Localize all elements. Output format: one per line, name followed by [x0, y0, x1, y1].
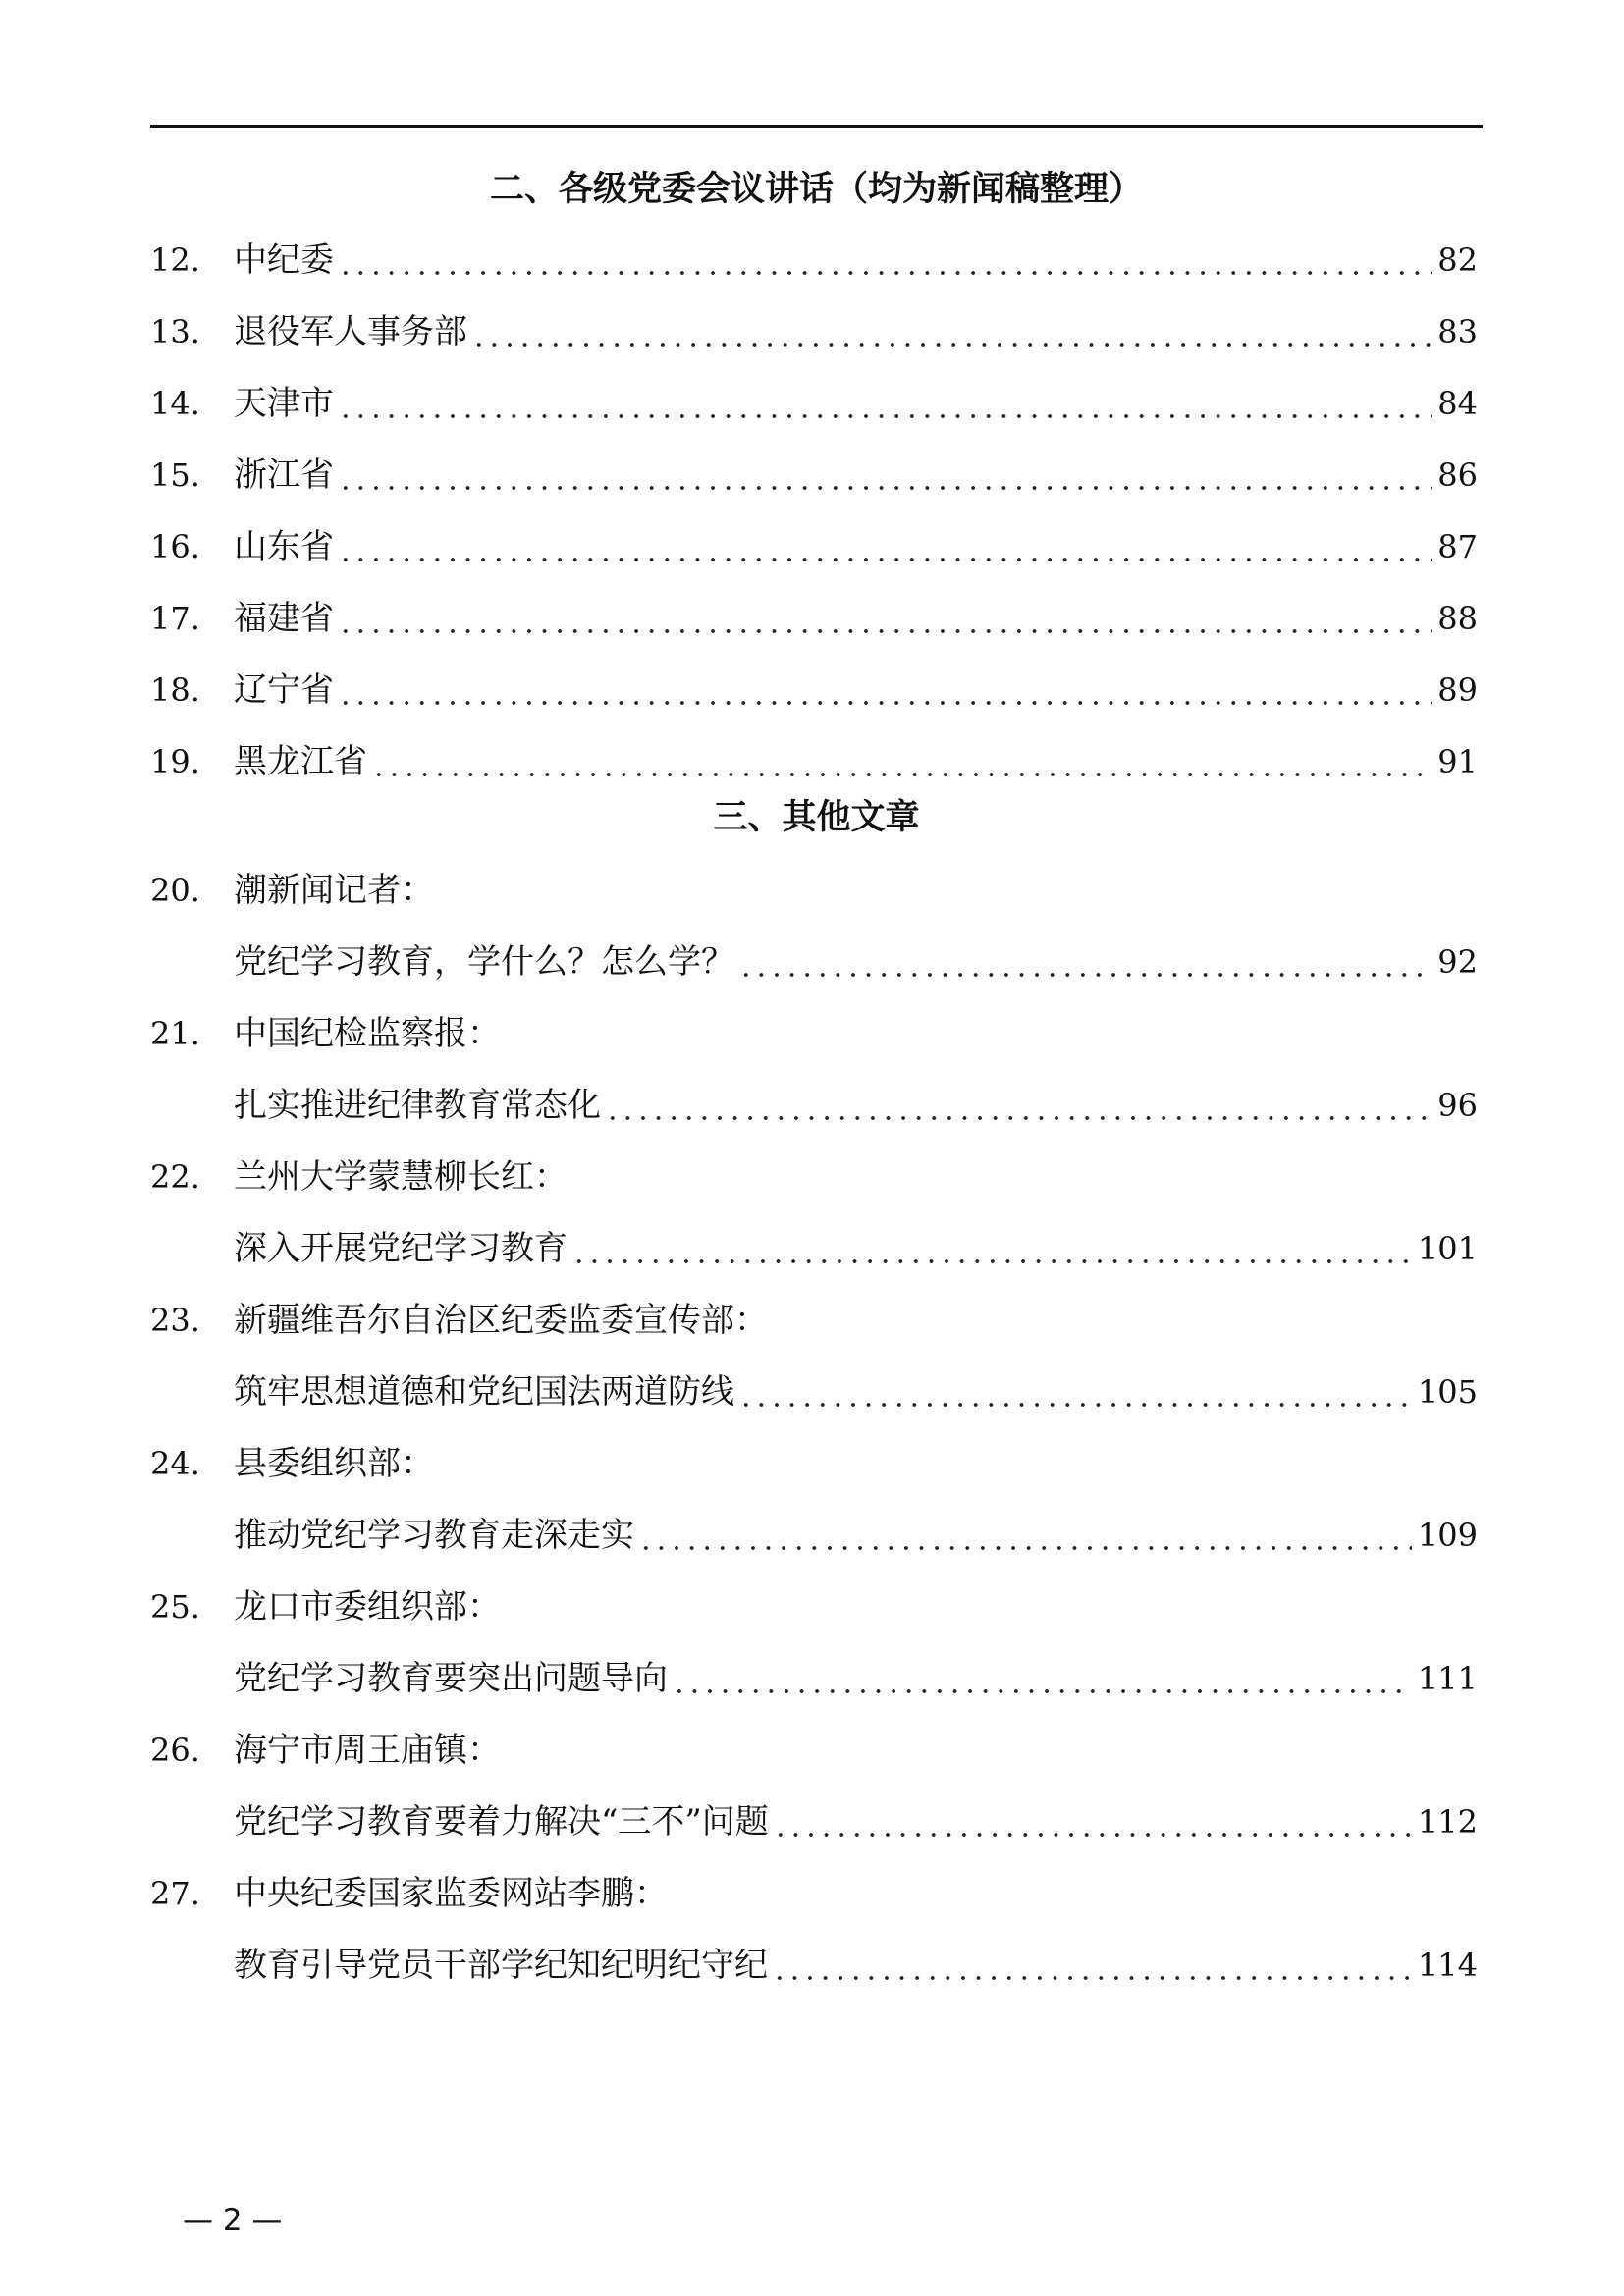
- toc-entry[interactable]: [150, 451, 1478, 500]
- entry-author: 海宁市周王庙镇：: [234, 1731, 501, 1770]
- entry-title: 退役军人事务部: [234, 312, 467, 351]
- dot-leader: [738, 1367, 1412, 1416]
- entry-page: 84: [1437, 385, 1478, 422]
- toc-entry[interactable]: [150, 737, 1478, 786]
- entry-page: 91: [1437, 743, 1478, 780]
- entry-title: 黑龙江省: [234, 742, 367, 781]
- entry-title: 浙江省: [234, 455, 334, 495]
- toc-entry[interactable]: [150, 1511, 1478, 1560]
- toc-entry-author: [150, 1152, 1478, 1201]
- toc-entry-author: [150, 1009, 1478, 1058]
- dot-leader: [338, 594, 1432, 643]
- entry-number: 18.: [150, 671, 200, 709]
- toc-entry-author: [150, 1869, 1478, 1918]
- entry-author: 中央纪委国家监委网站李鹏：: [234, 1874, 668, 1913]
- entry-number: 13.: [150, 313, 200, 350]
- toc-entry[interactable]: [150, 666, 1478, 715]
- entry-author: 潮新闻记者：: [234, 871, 434, 910]
- entry-title: 筑牢思想道德和党纪国法两道防线: [234, 1372, 734, 1412]
- toc-entry-author: [150, 1726, 1478, 1775]
- entry-author: 县委组织部：: [234, 1444, 434, 1483]
- toc-entry[interactable]: [150, 1941, 1478, 1990]
- entry-title: 辽宁省: [234, 670, 334, 710]
- entry-page: 86: [1437, 456, 1478, 494]
- toc-entry[interactable]: [150, 1367, 1478, 1416]
- entry-number: 25.: [150, 1588, 200, 1626]
- entry-page: 83: [1437, 313, 1478, 350]
- entry-number: 16.: [150, 528, 200, 565]
- dot-leader: [738, 937, 1432, 987]
- page-number: — 2 —: [183, 2203, 283, 2238]
- dot-leader: [638, 1511, 1412, 1560]
- entry-title: 推动党纪学习教育走深走实: [234, 1516, 634, 1555]
- dot-leader: [471, 307, 1432, 356]
- entry-title: 党纪学习教育要着力解决“三不”问题: [234, 1802, 769, 1842]
- entry-title: 党纪学习教育，学什么？怎么学？: [234, 942, 734, 982]
- toc-entry-author: [150, 866, 1478, 915]
- entry-number: 12.: [150, 241, 200, 279]
- entry-number: 23.: [150, 1302, 200, 1339]
- dot-leader: [371, 737, 1432, 786]
- entry-title: 天津市: [234, 384, 334, 423]
- toc-entry[interactable]: [150, 1224, 1478, 1273]
- entry-title: 福建省: [234, 599, 334, 638]
- toc-entry[interactable]: [150, 1797, 1478, 1846]
- toc-entry-author: [150, 1582, 1478, 1631]
- entry-number: 14.: [150, 385, 200, 422]
- entry-number: 26.: [150, 1732, 200, 1769]
- dot-leader: [772, 1941, 1412, 1990]
- entry-number: 22.: [150, 1158, 200, 1196]
- dot-leader: [571, 1224, 1412, 1273]
- header-rule: [150, 125, 1483, 128]
- toc-entry[interactable]: [150, 937, 1478, 987]
- entry-author: 龙口市委组织部：: [234, 1587, 501, 1627]
- entry-page: 87: [1437, 528, 1478, 565]
- entry-title: 党纪学习教育要突出问题导向: [234, 1659, 668, 1698]
- entry-author: 新疆维吾尔自治区纪委监委宣传部：: [234, 1301, 768, 1340]
- entry-page: 114: [1417, 1947, 1478, 1984]
- entry-number: 24.: [150, 1445, 200, 1482]
- dot-leader: [338, 236, 1432, 285]
- entry-number: 15.: [150, 456, 200, 494]
- entry-number: 17.: [150, 600, 200, 637]
- entry-number: 27.: [150, 1875, 200, 1912]
- dot-leader: [672, 1654, 1412, 1703]
- dot-leader: [338, 379, 1432, 428]
- dot-leader: [338, 666, 1432, 715]
- dot-leader: [605, 1081, 1432, 1130]
- entry-number: 21.: [150, 1015, 200, 1052]
- toc-entry[interactable]: [150, 594, 1478, 643]
- section-heading: 二、各级党委会议讲话（均为新闻稿整理）: [489, 170, 1143, 209]
- dot-leader: [773, 1797, 1412, 1846]
- toc-entry[interactable]: [150, 379, 1478, 428]
- toc-entry[interactable]: [150, 1081, 1478, 1130]
- entry-number: 19.: [150, 743, 200, 780]
- toc-entry[interactable]: [150, 1654, 1478, 1703]
- entry-number: 20.: [150, 872, 200, 909]
- dot-leader: [338, 522, 1432, 571]
- entry-page: 105: [1417, 1373, 1478, 1411]
- section-heading: 三、其他文章: [713, 798, 920, 837]
- entry-title: 深入开展党纪学习教育: [234, 1229, 568, 1268]
- entry-page: 101: [1417, 1230, 1478, 1267]
- entry-page: 89: [1437, 671, 1478, 709]
- entry-page: 92: [1437, 943, 1478, 981]
- entry-title: 中纪委: [234, 240, 334, 280]
- entry-page: 111: [1417, 1660, 1478, 1697]
- toc-entry[interactable]: [150, 236, 1478, 285]
- entry-page: 109: [1417, 1517, 1478, 1554]
- entry-page: 88: [1437, 600, 1478, 637]
- entry-title: 山东省: [234, 527, 334, 566]
- entry-page: 96: [1437, 1087, 1478, 1124]
- entry-page: 112: [1417, 1803, 1478, 1841]
- dot-leader: [338, 451, 1432, 500]
- entry-title: 教育引导党员干部学纪知纪明纪守纪: [234, 1946, 768, 1985]
- entry-page: 82: [1437, 241, 1478, 279]
- entry-title: 扎实推进纪律教育常态化: [234, 1086, 601, 1125]
- entry-author: 兰州大学蒙慧柳长红：: [234, 1157, 568, 1197]
- toc-entry[interactable]: [150, 307, 1478, 356]
- toc-entry-author: [150, 1296, 1478, 1345]
- toc-entry-author: [150, 1439, 1478, 1488]
- toc-entry[interactable]: [150, 522, 1478, 571]
- entry-author: 中国纪检监察报：: [234, 1014, 501, 1053]
